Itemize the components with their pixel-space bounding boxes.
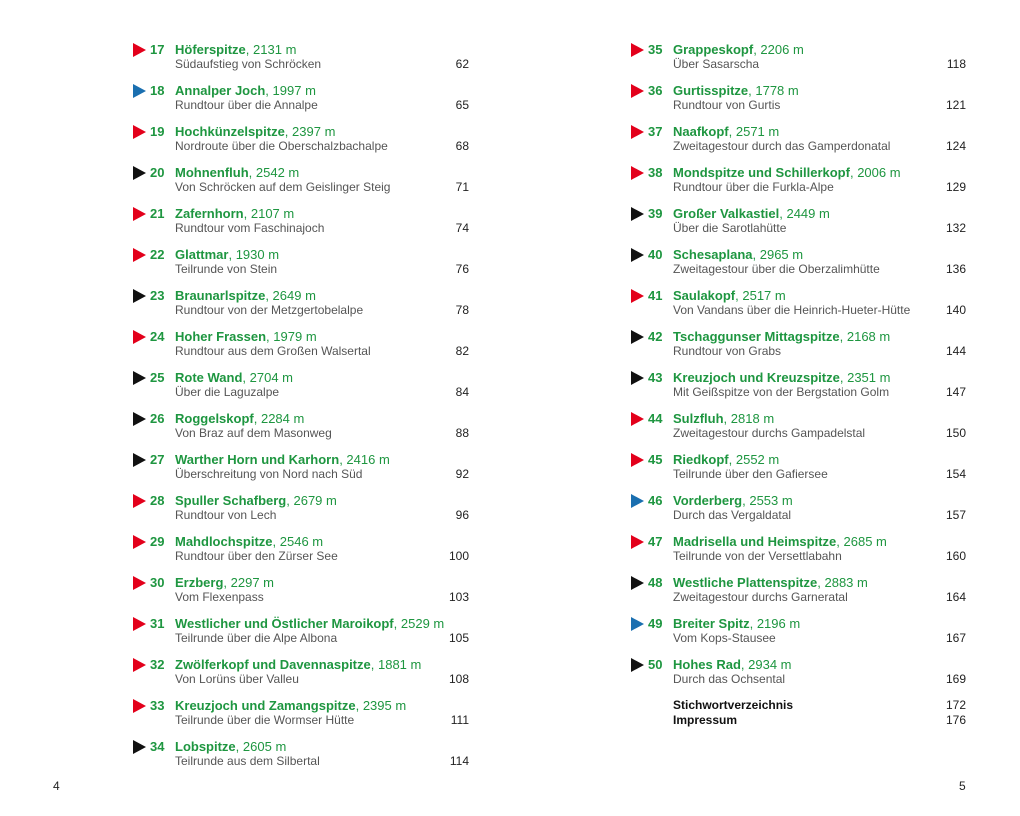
black-triangle-icon [133,289,146,303]
tour-number: 20 [150,165,165,180]
toc-entry[interactable] [133,165,493,206]
black-triangle-icon [631,576,644,590]
tour-name: Sulzfluh [673,411,724,426]
toc-entry[interactable] [133,493,493,534]
tour-name: Annalper Joch [175,83,266,98]
tour-title: Westlicher und Östlicher Maroikopf, 2529 m [175,616,445,631]
tour-title: Braunarlspitze, 2649 m [175,288,316,303]
tour-page: 154 [945,467,966,481]
tour-title: Naafkopf, 2571 m [673,124,780,139]
black-triangle-icon [631,207,644,221]
tour-number: 38 [648,165,663,180]
blue-triangle-icon [631,494,644,508]
tour-subtitle: Rundtour über die Annalpe [175,98,318,112]
toc-entry[interactable] [133,206,493,247]
tour-title: Vorderberg, 2553 m [673,493,793,508]
tour-altitude: 2449 m [786,206,830,221]
tour-altitude: 2542 m [255,165,300,180]
red-triangle-icon [631,125,644,139]
tour-subtitle: Rundtour von Grabs [673,344,782,358]
tour-subtitle: Teilrunde über den Gafiersee [673,467,828,481]
tour-number: 33 [150,698,165,713]
toc-entry[interactable] [133,534,493,575]
tour-page: 132 [945,221,966,235]
red-triangle-icon [631,43,644,57]
toc-entry[interactable] [631,206,991,247]
tour-subtitle: Rundtour vom Faschinajoch [175,221,325,235]
black-triangle-icon [631,330,644,344]
tour-name: Braunarlspitze [175,288,266,303]
tour-altitude: 1997 m [272,83,316,98]
tour-name: Mahdlochspitze [175,534,273,549]
tour-number: 36 [648,83,663,98]
tour-name: Madrisella und Heimspitze [673,534,837,549]
tour-number: 48 [648,575,663,590]
tour-subtitle: Zweitagestour durchs Garneratal [673,590,848,604]
tour-name: Naafkopf [673,124,729,139]
tour-name: Schesaplana [673,247,753,262]
tour-altitude: 1930 m [235,247,280,262]
tour-title: Mondspitze und Schillerkopf, 2006 m [673,165,901,180]
tour-subtitle: Vom Kops-Stausee [673,631,776,645]
tour-page: 68 [455,139,469,153]
tour-title: Tschaggunser Mittagspitze, 2168 m [673,329,891,344]
tour-name: Höferspitze [175,42,246,57]
tour-subtitle: Vom Flexenpass [175,590,264,604]
tour-altitude: 1881 m [377,657,422,672]
tour-title: Westliche Plattenspitze, 2883 m [673,575,868,590]
toc-entry[interactable] [631,575,991,616]
tour-name: Mohnenfluh [175,165,249,180]
tour-number: 18 [150,83,165,98]
red-triangle-icon [133,248,146,262]
black-triangle-icon [631,658,644,672]
black-triangle-icon [133,371,146,385]
extra-label: Stichwortverzeichnis [673,698,794,712]
tour-subtitle: Rundtour über die Furkla-Alpe [673,180,834,194]
toc-entry[interactable] [133,329,493,370]
tour-name: Gurtisspitze [673,83,749,98]
tour-page: 108 [448,672,469,686]
tour-page: 92 [455,467,469,481]
tour-altitude: 2006 m [857,165,901,180]
tour-subtitle: Südaufstieg von Schröcken [175,57,322,71]
red-triangle-icon [133,43,146,57]
tour-page: 62 [455,57,469,71]
tour-altitude: 2685 m [843,534,887,549]
tour-altitude: 2297 m [230,575,275,590]
tour-altitude: 2605 m [242,739,287,754]
tour-number: 26 [150,411,165,426]
tour-number: 19 [150,124,165,139]
tour-name: Kreuzjoch und Zamangspitze [175,698,356,713]
tour-number: 44 [648,411,663,426]
toc-entry[interactable] [631,329,991,370]
toc-entry[interactable] [133,657,493,698]
tour-title: Sulzfluh, 2818 m [673,411,775,426]
toc-entry[interactable] [133,452,493,493]
tour-name: Westliche Plattenspitze [673,575,818,590]
tour-page: 118 [946,57,966,71]
tour-number: 37 [648,124,663,139]
tour-page: 144 [945,344,966,358]
tour-name: Erzberg [175,575,224,590]
toc-entry[interactable] [631,124,991,165]
tour-title: Gurtisspitze, 1778 m [673,83,799,98]
tour-number: 45 [648,452,663,467]
tour-title: Madrisella und Heimspitze, 2685 m [673,534,887,549]
extra-label: Impressum [673,713,738,727]
tour-number: 50 [648,657,663,672]
red-triangle-icon [133,207,146,221]
tour-altitude: 2206 m [760,42,804,57]
toc-entry[interactable] [133,370,493,411]
tour-number: 35 [648,42,663,57]
tour-subtitle: Durch das Vergaldatal [673,508,792,522]
toc-entry[interactable] [133,698,493,739]
toc-entry[interactable] [133,739,493,780]
tour-altitude: 1778 m [755,83,799,98]
tour-page: 78 [455,303,469,317]
tour-page: 103 [448,590,469,604]
extra-page: 176 [945,713,966,727]
red-triangle-icon [133,617,146,631]
tour-altitude: 1979 m [273,329,317,344]
tour-number: 27 [150,452,165,467]
tour-title: Grappeskopf, 2206 m [673,42,804,57]
tour-number: 17 [150,42,165,57]
tour-title: Riedkopf, 2552 m [673,452,780,467]
extra-page: 172 [945,698,966,712]
tour-title: Hochkünzelspitze, 2397 m [175,124,336,139]
tour-title: Breiter Spitz, 2196 m [673,616,801,631]
red-triangle-icon [133,576,146,590]
tour-page: 160 [945,549,966,563]
tour-altitude: 2818 m [730,411,775,426]
tour-title: Roggelskopf, 2284 m [175,411,305,426]
toc-column-left [133,42,493,780]
tour-number: 29 [150,534,165,549]
tour-number: 25 [150,370,165,385]
tour-title: Warther Horn und Karhorn, 2416 m [175,452,390,467]
tour-subtitle: Teilrunde über die Alpe Albona [175,631,338,645]
tour-subtitle: Über Sasarscha [673,57,760,71]
tour-subtitle: Zweitagestour über die Oberzalimhütte [673,262,880,276]
tour-number: 40 [648,247,663,262]
toc-entry[interactable] [133,616,493,657]
tour-altitude: 2107 m [250,206,295,221]
black-triangle-icon [133,453,146,467]
toc-entry[interactable] [631,288,991,329]
toc-entry[interactable] [631,534,991,575]
tour-page: 164 [945,590,966,604]
black-triangle-icon [133,166,146,180]
tour-title: Rote Wand, 2704 m [175,370,294,385]
tour-number: 41 [648,288,663,303]
tour-number: 24 [150,329,165,344]
toc-entry[interactable] [133,42,493,83]
tour-name: Riedkopf [673,452,729,467]
tour-name: Hohes Rad [673,657,741,672]
tour-name: Kreuzjoch und Kreuzspitze [673,370,840,385]
tour-title: Kreuzjoch und Zamangspitze, 2395 m [175,698,407,713]
tour-name: Hochkünzelspitze [175,124,285,139]
tour-title: Annalper Joch, 1997 m [175,83,316,98]
tour-name: Spuller Schafberg [175,493,287,508]
tour-title: Zwölferkopf und Davennaspitze, 1881 m [175,657,422,672]
toc-entry[interactable] [631,370,991,411]
tour-name: Zwölferkopf und Davennaspitze [175,657,371,672]
tour-page: 84 [455,385,469,399]
tour-number: 46 [648,493,663,508]
tour-altitude: 2679 m [293,493,337,508]
tour-page: 167 [945,631,966,645]
toc-entry[interactable] [133,247,493,288]
black-triangle-icon [133,740,146,754]
tour-altitude: 2553 m [749,493,793,508]
tour-name: Westlicher und Östlicher Maroikopf [175,616,394,631]
toc-entry[interactable] [631,493,991,534]
tour-title: Hohes Rad, 2934 m [673,657,792,672]
tour-page: 124 [945,139,966,153]
tour-number: 30 [150,575,165,590]
black-triangle-icon [133,412,146,426]
tour-altitude: 2965 m [759,247,804,262]
tour-number: 31 [150,616,165,631]
tour-title: Mohnenfluh, 2542 m [175,165,300,180]
tour-subtitle: Rundtour von Lech [175,508,277,522]
tour-number: 49 [648,616,663,631]
tour-subtitle: Von Lorüns über Valleu [175,672,299,686]
tour-title: Großer Valkastiel, 2449 m [673,206,830,221]
tour-altitude: 2517 m [742,288,786,303]
tour-name: Mondspitze und Schillerkopf [673,165,850,180]
tour-subtitle: Mit Geißspitze von der Bergstation Golm [673,385,890,399]
tour-subtitle: Teilrunde von der Versettlabahn [673,549,842,563]
toc-extra-entry[interactable] [631,698,991,713]
tour-altitude: 2395 m [362,698,407,713]
tour-page: 147 [945,385,966,399]
tour-title: Mahdlochspitze, 2546 m [175,534,324,549]
tour-title: Schesaplana, 2965 m [673,247,804,262]
toc-entry[interactable] [631,247,991,288]
tour-name: Rote Wand [175,370,243,385]
tour-number: 23 [150,288,165,303]
tour-name: Lobspitze [175,739,236,754]
tour-name: Großer Valkastiel [673,206,780,221]
tour-name: Warther Horn und Karhorn [175,452,340,467]
red-triangle-icon [133,330,146,344]
tour-name: Vorderberg [673,493,743,508]
tour-page: 74 [455,221,469,235]
toc-entry[interactable] [631,411,991,452]
page-number-left: 4 [53,779,60,793]
toc-entry[interactable] [631,657,991,698]
tour-page: 136 [945,262,966,276]
tour-subtitle: Zweitagestour durch das Gamperdonatal [673,139,891,153]
tour-subtitle: Über die Sarotlahütte [673,221,787,235]
red-triangle-icon [631,453,644,467]
tour-name: Grappeskopf [673,42,754,57]
tour-page: 140 [945,303,966,317]
toc-entry[interactable] [133,83,493,124]
tour-altitude: 2351 m [847,370,891,385]
page-number-right: 5 [959,779,966,793]
tour-altitude: 2546 m [279,534,324,549]
tour-title: Erzberg, 2297 m [175,575,275,590]
tour-page: 82 [455,344,469,358]
tour-page: 150 [945,426,966,440]
tour-number: 47 [648,534,663,549]
tour-subtitle: Von Braz auf dem Masonweg [175,426,332,440]
tour-altitude: 2131 m [253,42,297,57]
tour-name: Zafernhorn [175,206,244,221]
tour-subtitle: Über die Laguzalpe [175,385,280,399]
toc-entry[interactable] [133,124,493,165]
blue-triangle-icon [133,84,146,98]
tour-name: Tschaggunser Mittagspitze [673,329,840,344]
toc-entry[interactable] [133,411,493,452]
tour-title: Lobspitze, 2605 m [175,739,287,754]
tour-altitude: 2284 m [260,411,305,426]
tour-altitude: 2168 m [846,329,891,344]
tour-title: Saulakopf, 2517 m [673,288,786,303]
toc-entry[interactable] [631,83,991,124]
tour-subtitle: Rundtour von Gurtis [673,98,781,112]
tour-number: 34 [150,739,165,754]
tour-subtitle: Teilrunde von Stein [175,262,278,276]
tour-page: 96 [455,508,469,522]
tour-subtitle: Rundtour aus dem Großen Walsertal [175,344,371,358]
tour-title: Kreuzjoch und Kreuzspitze, 2351 m [673,370,891,385]
tour-name: Roggelskopf [175,411,254,426]
tour-subtitle: Rundtour über den Zürser See [175,549,338,563]
tour-name: Hoher Frassen [175,329,267,344]
black-triangle-icon [631,248,644,262]
tour-subtitle: Rundtour von der Metzgertobelalpe [175,303,364,317]
toc-entry[interactable] [631,165,991,206]
tour-title: Glattmar, 1930 m [175,247,280,262]
tour-page: 65 [455,98,469,112]
toc-entry[interactable] [133,288,493,329]
tour-page: 88 [455,426,469,440]
tour-altitude: 2649 m [272,288,316,303]
tour-title: Spuller Schafberg, 2679 m [175,493,337,508]
tour-page: 114 [449,754,469,768]
red-triangle-icon [631,289,644,303]
tour-altitude: 2397 m [292,124,336,139]
tour-subtitle: Durch das Ochsental [673,672,786,686]
tour-page: 71 [455,180,469,194]
toc-extra-entry[interactable] [631,713,991,728]
tour-page: 157 [945,508,966,522]
toc-entry[interactable] [631,616,991,657]
tour-number: 39 [648,206,663,221]
red-triangle-icon [631,166,644,180]
tour-number: 43 [648,370,663,385]
tour-page: 121 [945,98,966,112]
tour-name: Glattmar [175,247,229,262]
tour-name: Breiter Spitz [673,616,750,631]
tour-page: 76 [455,262,469,276]
tour-number: 21 [150,206,165,221]
tour-altitude: 2416 m [346,452,390,467]
red-triangle-icon [631,412,644,426]
toc-entry[interactable] [133,575,493,616]
tour-altitude: 2883 m [824,575,868,590]
tour-number: 28 [150,493,165,508]
tour-altitude: 2552 m [735,452,780,467]
tour-altitude: 2704 m [249,370,294,385]
tour-page: 129 [945,180,966,194]
red-triangle-icon [133,125,146,139]
toc-column-right [631,42,991,728]
tour-number: 42 [648,329,663,344]
tour-name: Saulakopf [673,288,736,303]
tour-subtitle: Von Schröcken auf dem Geislinger Steig [175,180,391,194]
red-triangle-icon [631,535,644,549]
tour-subtitle: Teilrunde über die Wormser Hütte [175,713,355,727]
tour-altitude: 2529 m [400,616,445,631]
tour-page: 111 [450,713,469,727]
tour-altitude: 2934 m [748,657,792,672]
red-triangle-icon [133,535,146,549]
red-triangle-icon [631,84,644,98]
tour-title: Hoher Frassen, 1979 m [175,329,317,344]
tour-page: 105 [448,631,469,645]
tour-number: 22 [150,247,165,262]
tour-page: 100 [448,549,469,563]
red-triangle-icon [133,658,146,672]
tour-subtitle: Von Vandans über die Heinrich-Hueter-Hütte [673,303,911,317]
tour-subtitle: Überschreitung von Nord nach Süd [175,467,363,481]
red-triangle-icon [133,699,146,713]
black-triangle-icon [631,371,644,385]
tour-altitude: 2571 m [735,124,780,139]
toc-entry[interactable] [631,452,991,493]
tour-subtitle: Nordroute über die Oberschalzbachalpe [175,139,388,153]
toc-entry[interactable] [631,42,991,83]
blue-triangle-icon [631,617,644,631]
tour-title: Höferspitze, 2131 m [175,42,297,57]
tour-page: 169 [945,672,966,686]
tour-title: Zafernhorn, 2107 m [175,206,295,221]
tour-altitude: 2196 m [756,616,801,631]
tour-number: 32 [150,657,165,672]
red-triangle-icon [133,494,146,508]
tour-subtitle: Teilrunde aus dem Silbertal [175,754,320,768]
tour-subtitle: Zweitagestour durchs Gampadelstal [673,426,866,440]
